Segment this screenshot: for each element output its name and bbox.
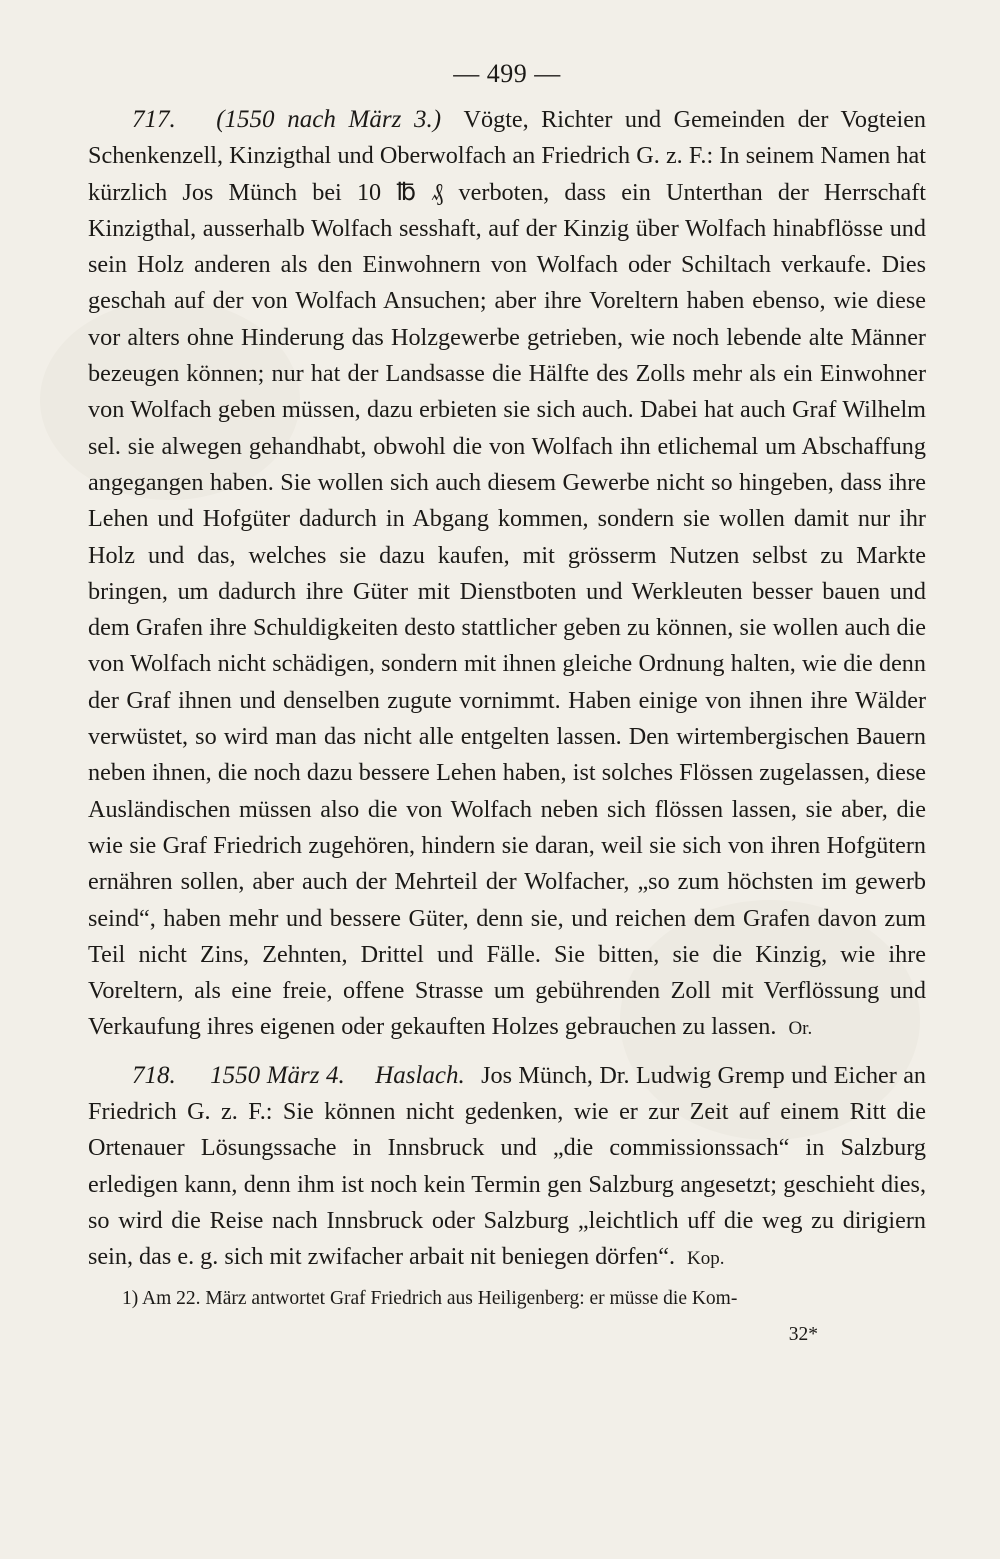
entry-718-place: Haslach. <box>375 1061 465 1089</box>
entry-717-text: Vögte, Richter und Gemeinden der Vogteien Schenkenzell, Kinzigthal und Oberwolfach an Friedrich G. z. F.: In seinem Namen hat kürzlich Jos Münch bei 10 ℔ ₰ verboten, dass ein Unterthan der Herrschaft Kinzigthal, ausserhalb Wolfach sesshaft, auf der Kinzig über Wolfach hinabflösse und sein Holz anderen als den Einwohnern von Wolfach oder Schiltach verkaufe. Dies geschah auf der von Wolfach Ansuchen; aber ihre Voreltern haben ebenso, wie diese vor alters ohne Hinderung das Holzgewerbe getrieben, wie noch lebende alte Männer bezeugen können; nur hat der Landsasse die Hälfte des Zolls mehr als ein Einwohner von Wolfach geben müssen, dazu erbieten sie sich auch. Dabei hat auch Graf Wilhelm sel. sie alwegen gehandhabt, obwohl die von Wolfach ihn etlichemal um Abschaffung angegangen haben. Sie wollen sich auch diesem Gewerbe nicht so hingeben, dass ihre Lehen und Hofgüter dadurch in Abgang kommen, sondern sie wollen damit nur ihr Holz und das, welches sie dazu kaufen, mit grösserm Nutzen selbst zu Markte bringen, um dadurch ihre Güter mit Dienstboten und Werkleuten besser bauen und dem Grafen ihre Schuldigkeiten desto stattlicher geben zu können, sie wollen auch die von Wolfach nicht schädigen, sondern mit ihnen gleiche Ordnung halten, wie die denn der Graf ihnen und denselben zugute vornimmt. Haben einige von ihnen ihre Wälder verwüstet, so wird man das nicht alle entgelten lassen. Den wirtembergischen Bauern neben ihnen, die noch dazu bessere Lehen haben, ist solches Flössen zugelassen, diese Ausländischen müssen also die von Wolfach neben sich flössen lassen, sie aber, die wie sie Graf Friedrich zugehören, hindern sie daran, weil sie sich von ihren Hofgütern ernähren sollen, aber auch der Mehrteil der Wolfacher, „so zum höchsten im gewerb seind“, haben mehr und bessere Güter, denn sie, und reichen dem Grafen davon zum Teil nicht Zins, Zehnten, Drittel und Fälle. Sie bitten, sie die Kinzig, wie ihre Voreltern, als eine freie, offene Strasse um gebührenden Zoll mit Verflössung und Verkaufung ihres eigenen oder gekauften Holzes gebrauchen zu lassen. <box>88 106 927 1041</box>
page-number: — 499 — <box>453 59 561 88</box>
entry-718-text: Jos Münch, Dr. Ludwig Gremp und Eicher an Friedrich G. z. F.: Sie können nicht gedenken, wie er zur Zeit auf einem Ritt die Ortenauer Lösungssache in Innsbruck und „die commissionssach“ in Salzburg erledigen kann, denn ihm ist noch kein Termin gen Salzburg angesetzt; geschieht dies, so wird die Reise nach Innsbruck oder Salzburg „leichtlich uff die weg zu dirigiern sein, das e. g. sich mit zwifacher arbait nit beniegen dörfen“. <box>88 1061 927 1271</box>
entry-717-source: Or. <box>788 1018 813 1040</box>
entry-718-date: 1550 März 4. <box>210 1061 345 1089</box>
entry-717 <box>88 102 926 1048</box>
entry-718 <box>88 1058 926 1278</box>
entry-717-number: 717. <box>132 106 176 133</box>
entry-718-heading <box>88 1062 471 1089</box>
entry-718-source: Kop. <box>687 1248 725 1270</box>
footnote: 1) Am 22. März antwortet Graf Friedrich aus Heiligenberg: er müsse die Kom- <box>122 1287 738 1309</box>
entry-717-date: (1550 nach März 3.) <box>216 106 442 133</box>
document-page <box>88 52 926 1350</box>
entry-717-heading <box>88 106 454 133</box>
signature-mark: 32* <box>788 1323 818 1345</box>
entry-718-number: 718. <box>132 1061 176 1089</box>
